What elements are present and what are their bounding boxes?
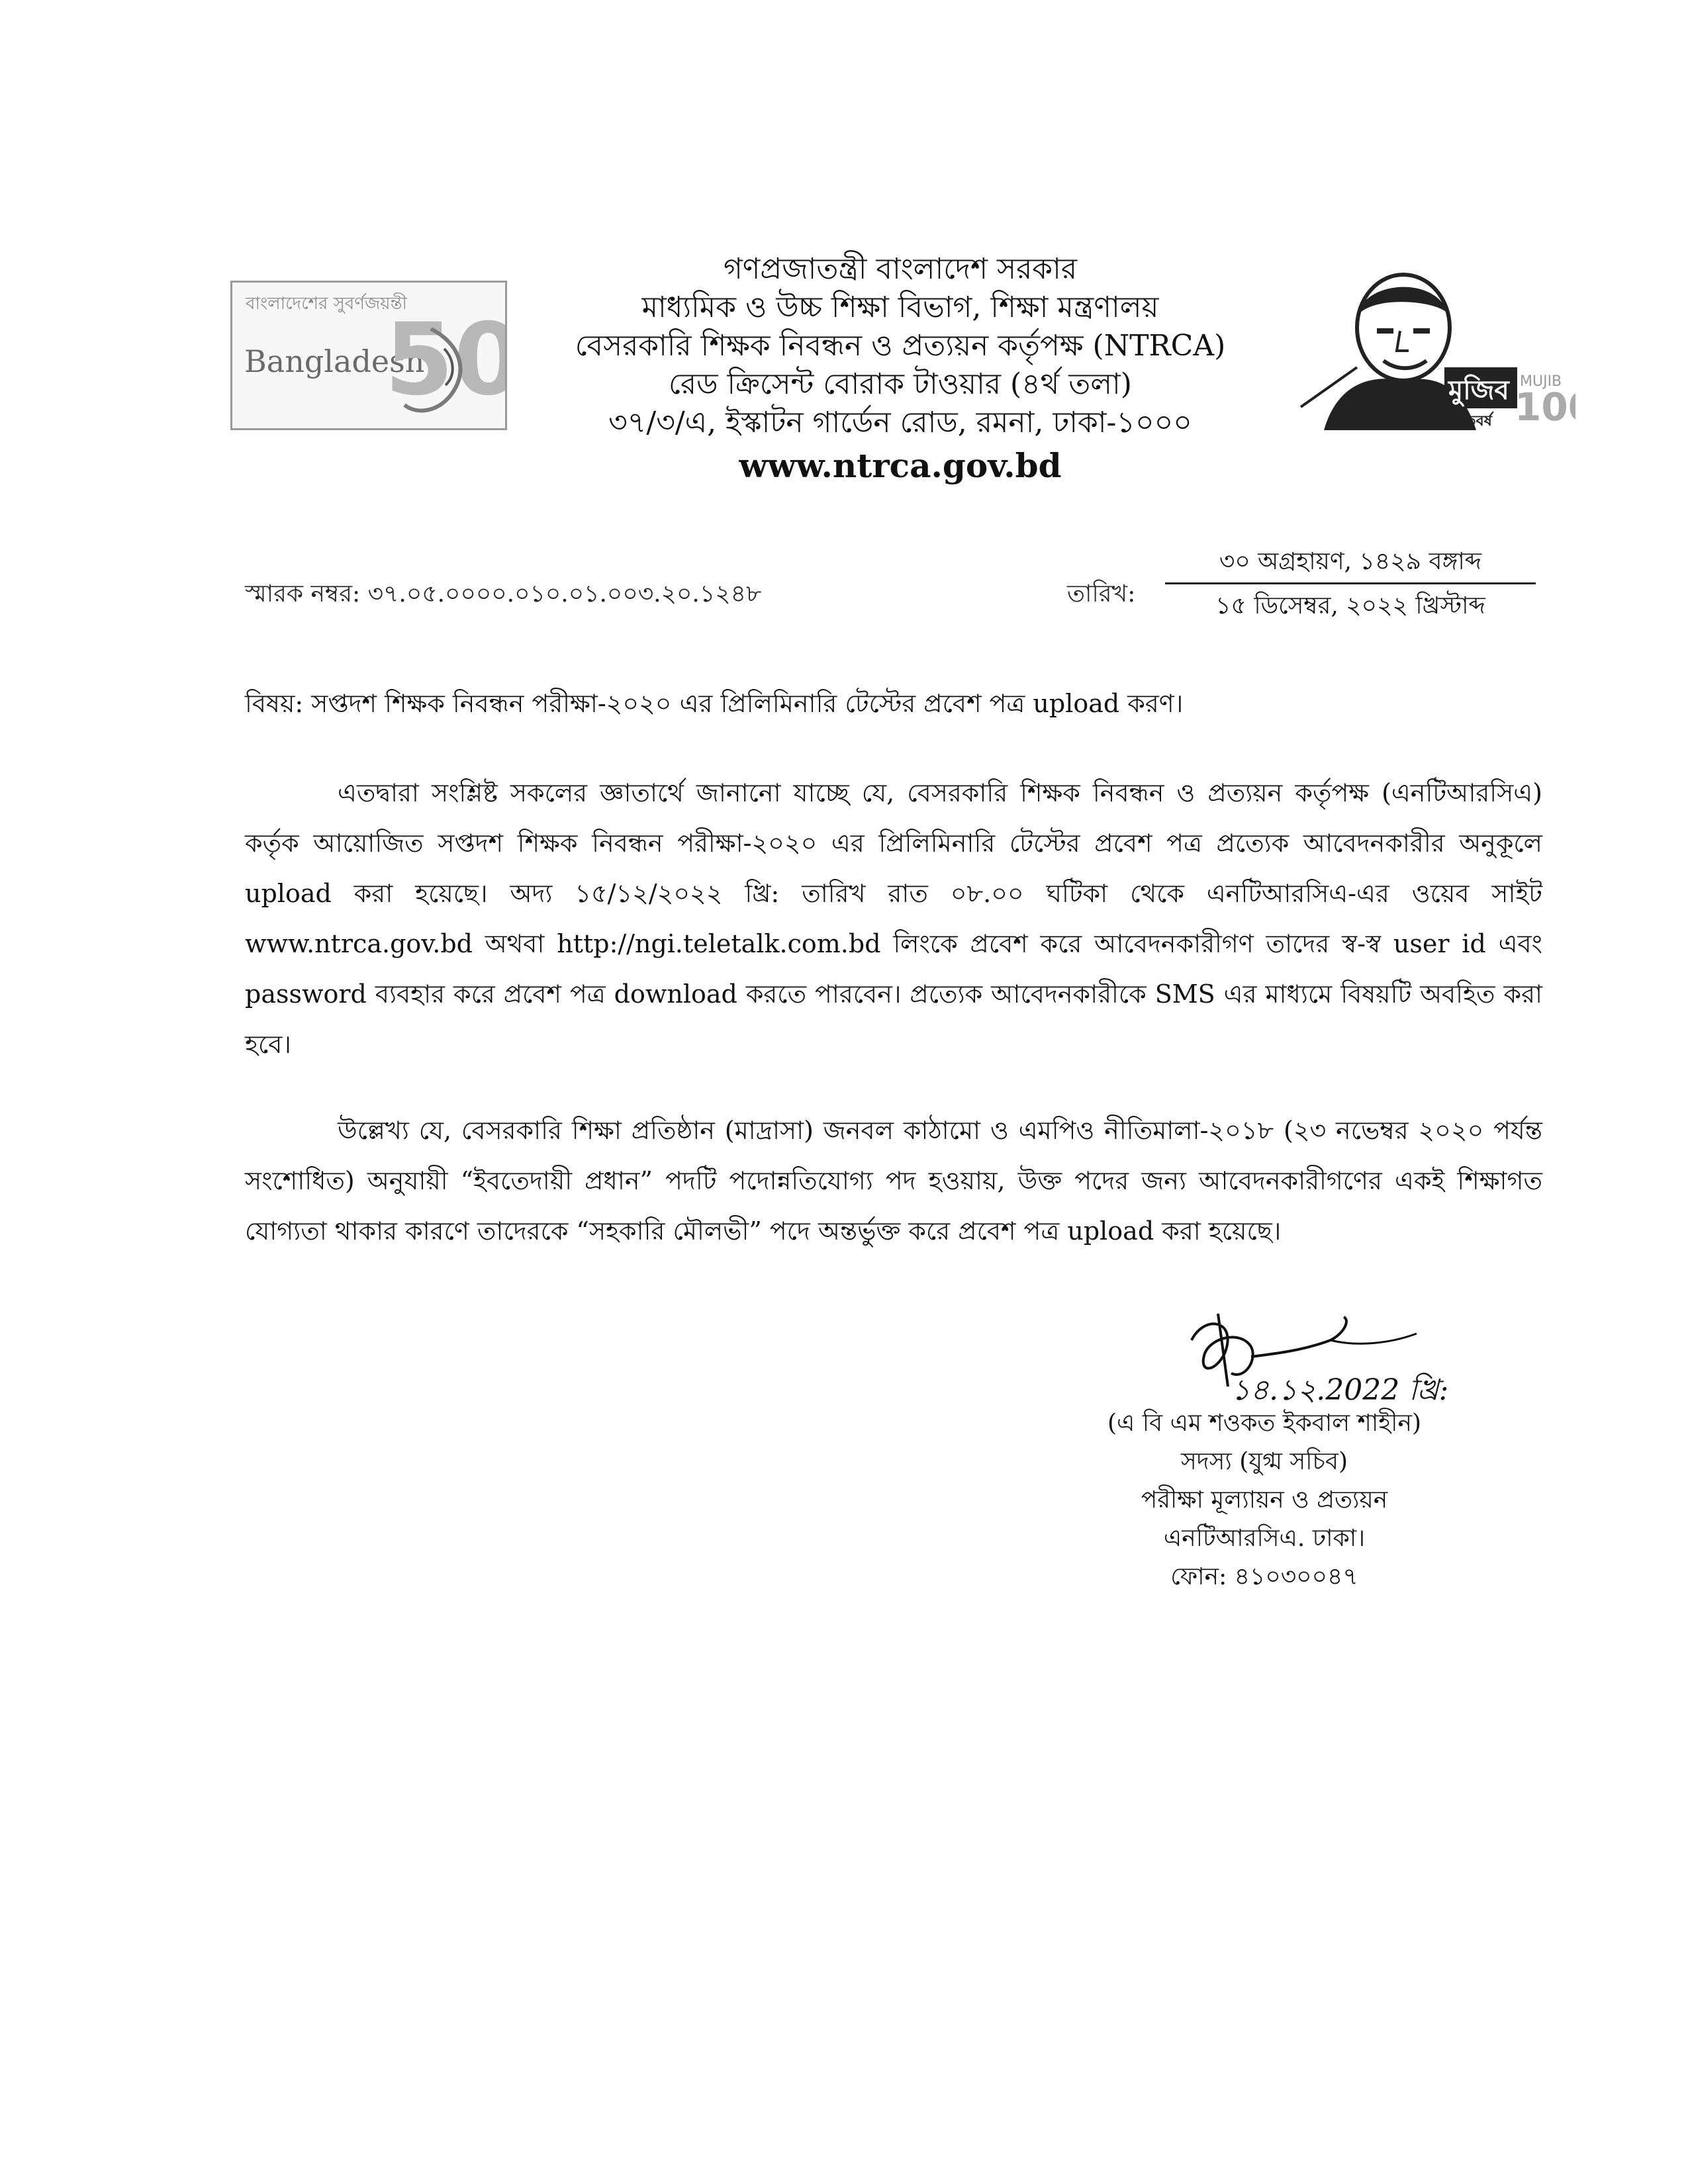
svg-text:মুজিব: মুজিব bbox=[1448, 375, 1509, 406]
golden-jubilee-emblem-icon bbox=[232, 283, 505, 428]
svg-text:বাংলাদেশের সুবর্ণজয়ন্তী: বাংলাদেশের সুবর্ণজয়ন্তী bbox=[246, 294, 407, 314]
handwritten-signature bbox=[1178, 1300, 1562, 1416]
svg-text:100: 10 bbox=[1515, 385, 1568, 430]
date-english: ১৫ ডিসেম্বর, ২০২২ খ্রিস্টাব্দ bbox=[1215, 592, 1485, 619]
signatory-phone: ফোন: ৪১০৩০০৪৭ bbox=[1170, 1563, 1358, 1590]
government-name: গণপ্রজাতন্ত্রী বাংলাদেশ সরকার bbox=[723, 252, 1078, 286]
authority-name: বেসরকারি শিক্ষক নিবন্ধন ও প্রত্যয়ন কর্তৃপক্ষ (NTRCA) bbox=[575, 329, 1226, 363]
memo-number: স্মারক নম্বর: ৩৭.০৫.০০০০.০১০.০১.০০৩.২০.১২৪৮ bbox=[245, 580, 762, 608]
signature-date: ১৪.১২.2022 খ্রি: bbox=[1231, 1373, 1449, 1407]
mujib-portrait-icon bbox=[1297, 268, 1575, 433]
signatory-block bbox=[1033, 1404, 1496, 1596]
website-link[interactable]: www.ntrca.gov.bd bbox=[739, 446, 1062, 485]
mujib-100-logo bbox=[1297, 268, 1575, 433]
address-building: রেড ক্রিসেন্ট বোরাক টাওয়ার (৪র্থ তলা) bbox=[669, 367, 1132, 401]
svg-text:MUJIB: MUJIB bbox=[1520, 373, 1562, 390]
bangladesh-50-logo bbox=[230, 281, 507, 430]
body-paragraph-2: উল্লেখ্য যে, বেসরকারি শিক্ষা প্রতিষ্ঠান (মাদ্রাসা) জনবল কাঠামো ও এমপিও নীতিমালা-২০১৮ (২৩ নভেম্বর ২০২০ পর্যন্ত সংশোধিত) অনুযায়ী “ইবতেদায়ী প্রধান” পদটি পদোন্নতিযোগ্য পদ হওয়ায়, উক্ত পদের জন্য আবেদনকারীগণের একই শিক্ষাগত যোগ্যতা থাকার কারণে তাদেরকে “সহকারি মৌলভী” পদে অন্তর্ভুক্ত করে প্রবেশ পত্র upload করা হয়েছে। bbox=[245, 1116, 1542, 1246]
letterhead bbox=[510, 250, 1291, 488]
svg-text:50: 50 bbox=[385, 302, 505, 418]
body-paragraph-1: এতদ্বারা সংশ্লিষ্ট সকলের জ্ঞাতার্থে জানানো যাচ্ছে যে, বেসরকারি শিক্ষক নিবন্ধন ও প্রত্যয়ন কর্তৃপক্ষ (এনটিআরসিএ) কর্তৃক আয়োজিত সপ্তদশ শিক্ষক নিবন্ধন পরীক্ষা-২০২০ এর প্রিলিমিনারি টেস্টের প্রবেশ পত্র প্রত্যেক আবেদনকারীর অনুকূলে upload করা হয়েছে। অদ্য ১৫/১২/২০২২ খ্রি: তারিখ রাত ০৮.০০ ঘটিকা থেকে এনটিআরসিএ-এর ওয়েব সাইট www.ntrca.gov.bd অথবা http://ngi.teletalk.com.bd লিংকে প্রবেশ করে আবেদনকারীগণ তাদের স্ব-স্ব user id এবং password ব্যবহার করে প্রবেশ পত্র download করতে পারবেন। প্রত্যেক আবেদনকারীকে SMS এর মাধ্যমে বিষয়টি অবহিত করা হবে। bbox=[245, 778, 1542, 1059]
ministry-name: মাধ্যমিক ও উচ্চ শিক্ষা বিভাগ, শিক্ষা মন্ত্রণালয় bbox=[641, 291, 1159, 324]
signatory-department: পরীক্ষা মূল্যায়ন ও প্রত্যয়ন bbox=[1141, 1486, 1388, 1514]
date-label: তারিখ: bbox=[1067, 580, 1136, 608]
date-bangla: ৩০ অগ্রহায়ণ, ১৪২৯ বঙ্গাব্দ bbox=[1219, 548, 1482, 575]
date-block bbox=[1165, 547, 1536, 621]
signatory-office: এনটিআরসিএ. ঢাকা। bbox=[1163, 1525, 1366, 1552]
svg-text:শতবর্ষ: শতবর্ষ bbox=[1456, 413, 1492, 430]
svg-text:Bangladesh: Bangladesh bbox=[244, 343, 425, 379]
subject-line: বিষয়: সপ্তদশ শিক্ষক নিবন্ধন পরীক্ষা-২০২০ এর প্রিলিমিনারি টেস্টের প্রবেশ পত্র upload করণ। bbox=[245, 689, 1184, 718]
signatory-designation: সদস্য (যুগ্ম সচিব) bbox=[1180, 1448, 1348, 1475]
address-street: ৩৭/৩/এ, ইস্কাটন গার্ডেন রোড, রমনা, ঢাকা-১০০০ bbox=[608, 406, 1192, 439]
signatory-name: (এ বি এম শওকত ইকবাল শাহীন) bbox=[1107, 1410, 1422, 1437]
